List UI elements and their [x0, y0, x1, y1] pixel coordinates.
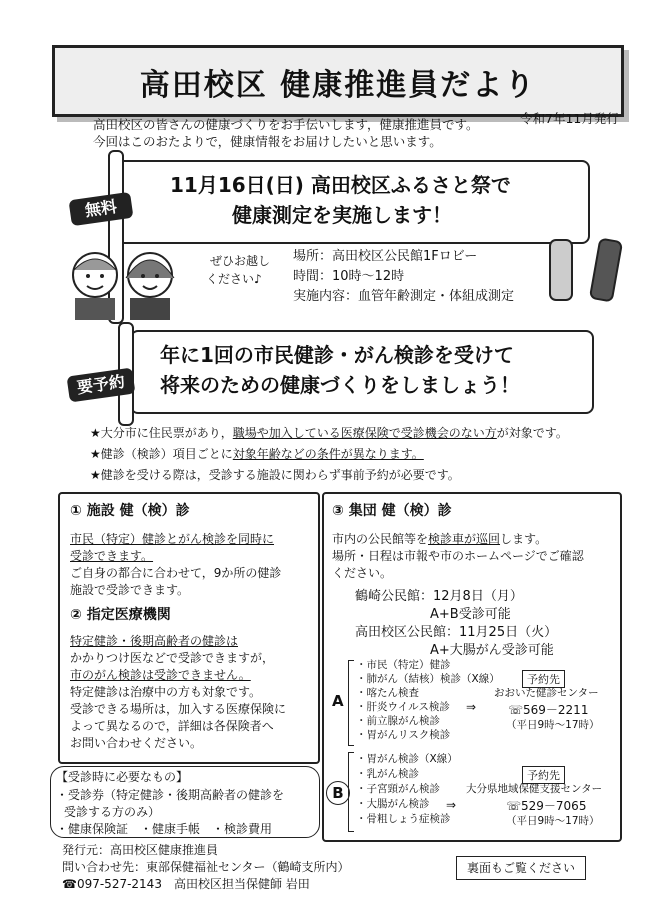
- footer-issuer: 発行元：高田校区健康推進員: [62, 843, 219, 857]
- section-2-title: ② 指定医療機関: [70, 607, 171, 623]
- people-illustration: [60, 240, 180, 320]
- group-b-item: ・大腸がん検診: [356, 798, 430, 810]
- invite-line-2: ください♪: [206, 272, 262, 286]
- group-a-label: A: [332, 692, 344, 710]
- site-2-name: 高田校区公民館：11月25日（火）: [355, 625, 558, 640]
- group-b-reserve-label: 予約先: [522, 766, 565, 784]
- group-b-item: ・胃がん検診（X線）: [356, 753, 458, 765]
- note-2: [90, 445, 424, 463]
- event-headline-2: 健康測定を実施します！: [232, 203, 452, 227]
- sec3-line-1-underline: 検診車が巡回: [428, 532, 501, 546]
- note-1-underline: 職場や加入している医療保険で受診機会のない方: [232, 426, 497, 440]
- sec3-line-1: [332, 530, 547, 548]
- sec3-line-1-text: 市内の公民館等を: [332, 532, 429, 546]
- group-b-hours: （平日9時～17時）: [506, 815, 600, 827]
- sec1-line-1: 市民（特定）健診とがん検診を同時に: [70, 532, 275, 546]
- mascot-illustration: [545, 230, 635, 310]
- needs-title: 【受診時に必要なもの】: [56, 770, 189, 784]
- section-1-title: ① 施設 健（検）診: [70, 503, 190, 519]
- site-1-name: 鶴崎公民館：12月8日（月）: [355, 589, 523, 604]
- site-2-detail: A+大腸がん受診可能: [430, 643, 554, 658]
- event-place: 場所：高田校区公民館1Fロビー: [293, 249, 478, 264]
- group-b-label: B: [326, 781, 350, 805]
- group-b-item: ・乳がん検診: [356, 768, 419, 780]
- group-a-item: ・前立腺がん検診: [356, 715, 440, 727]
- sec3-line-2: 場所・日程は市報や市のホームページでご確認: [332, 549, 584, 563]
- sec3-line-1-end: します。: [500, 532, 548, 546]
- sec2-line-4: 特定健診は治療中の方も対象です。: [70, 685, 262, 699]
- checkup-headline-2: 将来のための健康づくりをしましょう！: [160, 373, 520, 397]
- invite-line-1: ぜひお越し: [210, 254, 271, 268]
- sec2-line-3: 市のがん検診は受診できません。: [70, 668, 251, 682]
- back-page-note: 裏面もご覧ください: [456, 856, 586, 880]
- sec1-line-2: 受診できます。: [70, 549, 154, 563]
- sec3-line-3: ください。: [332, 566, 393, 580]
- group-a-hours: （平日9時～17時）: [506, 719, 600, 731]
- intro-line-1: 高田校区の皆さんの健康づくりをお手伝いします，健康推進員です。: [93, 117, 479, 132]
- sec1-line-4: 施設で受診できます。: [70, 583, 190, 597]
- site-1-detail: A+B受診可能: [430, 607, 511, 622]
- note-2-underline: 対象年齢などの条件が異なります。: [232, 447, 424, 461]
- group-b-phone: ☏529－7065: [506, 799, 587, 813]
- sec2-line-2: かかりつけ医などで受診できますが，: [70, 651, 275, 665]
- group-a-item: ・市民（特定）健診: [356, 659, 451, 671]
- group-a-item: ・肝炎ウイルス検診: [356, 701, 450, 713]
- sec2-line-5: 受診できる場所は，加入する医療保険に: [70, 702, 287, 716]
- group-a-item: ・胃がんリスク検診: [356, 729, 451, 741]
- section-3-title: ③ 集団 健（検）診: [332, 503, 452, 519]
- needs-line-3: ・健康保険証 ・健康手帳 ・検診費用: [56, 822, 273, 836]
- group-a-center: おおいた健診センター: [494, 687, 599, 699]
- group-b-center: 大分県地域保健支援センター: [466, 783, 603, 795]
- sec2-line-6: よって異なるので，詳細は各保険者へ: [70, 719, 274, 733]
- group-b-item: ・骨粗しょう症検診: [356, 813, 451, 825]
- arrow-icon: ⇒: [446, 798, 457, 812]
- event-headline-1: 11月16日(日) 高田校区ふるさと祭で: [170, 173, 511, 197]
- reservation-badge: 要予約: [67, 368, 136, 403]
- header-banner: [52, 45, 624, 117]
- footer-phone: ☎097-527-2143 高田校区担当保健師 岩田: [62, 877, 310, 891]
- arrow-icon: ⇒: [466, 700, 477, 714]
- note-3: ★健診を受ける際は，受診する施設に関わらず事前予約が必要です。: [90, 468, 460, 482]
- free-badge: 無料: [68, 192, 133, 226]
- group-a-item: ・喀たん検査: [356, 687, 419, 699]
- group-a-reserve-label: 予約先: [522, 670, 565, 688]
- group-b-item: ・子宮頸がん検診: [356, 783, 440, 795]
- event-time: 時間：10時～12時: [293, 269, 405, 284]
- group-a-item: ・肺がん（結核）検診（X線）: [356, 673, 500, 685]
- group-a-bracket: [348, 660, 354, 746]
- footer-contact: 問い合わせ先：東部保健福祉センター（鶴崎支所内）: [62, 860, 350, 874]
- sec2-line-7: お問い合わせください。: [70, 736, 203, 750]
- needs-line-2: 受診する方のみ）: [64, 805, 161, 819]
- checkup-headline-1: 年に1回の市民健診・がん検診を受けて: [160, 343, 514, 367]
- sec2-line-1: 特定健診・後期高齢者の健診は: [70, 634, 239, 648]
- page-title: 高田校区 健康推進員だより: [139, 68, 537, 103]
- group-a-phone: ☏569－2211: [508, 703, 589, 717]
- note-1-end: が対象です。: [496, 426, 568, 440]
- note-1-text: ★大分市に住民票があり，: [90, 426, 233, 440]
- sec1-line-3: ご自身の都合に合わせて，9か所の健診: [70, 566, 282, 580]
- event-content: 実施内容：血管年齢測定・体組成測定: [293, 289, 515, 304]
- intro-line-2: 今回はこのおたよりで，健康情報をお届けしたいと思います。: [93, 134, 442, 149]
- issue-date: 令和7年11月発行: [520, 111, 619, 126]
- needs-line-1: ・受診券（特定健診・後期高齢者の健診を: [56, 788, 285, 802]
- note-2-text: ★健診（検診）項目ごとに: [90, 447, 233, 461]
- note-1: [90, 424, 568, 442]
